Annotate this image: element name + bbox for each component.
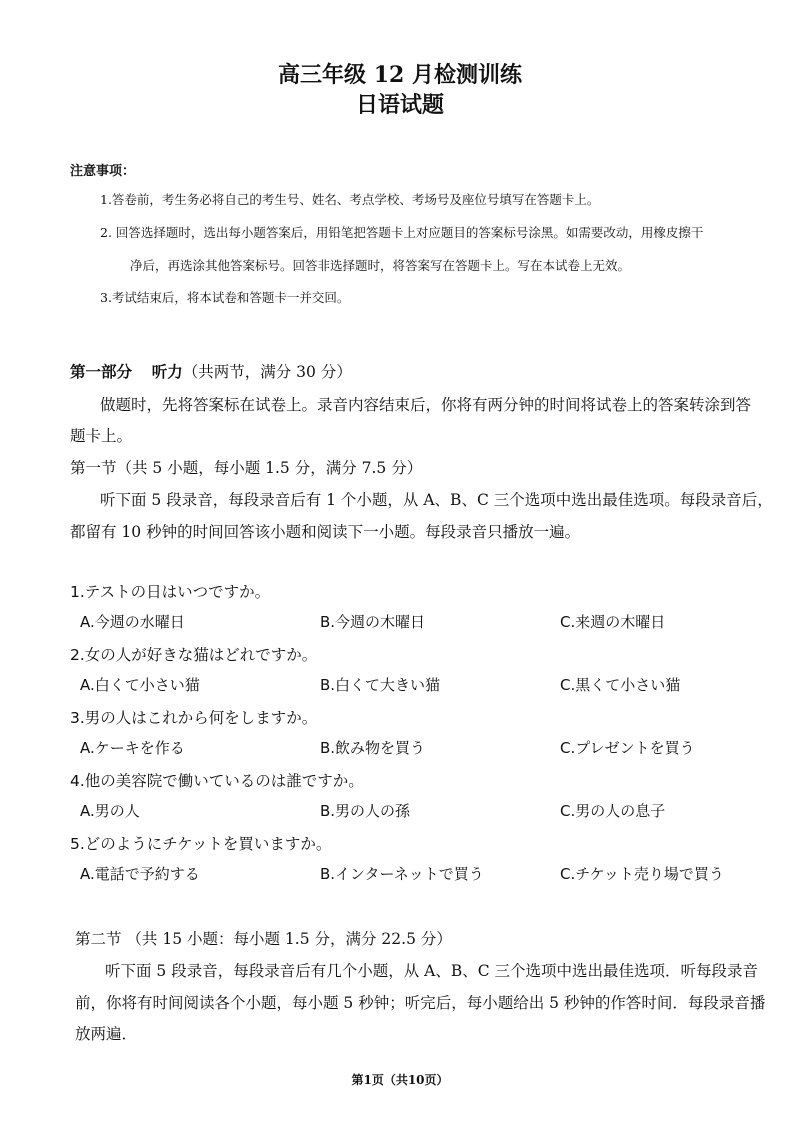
question-2: 2.女の人が好きな猫はどれですか。 <box>70 646 318 664</box>
notice-item-3: 3.考试结束后，将本试卷和答题卡一并交回。 <box>100 290 350 305</box>
question-1: 1.テストの日はいつですか。 <box>70 583 271 601</box>
section1-intro-line2: 都留有 10 秒钟的时间回答该小题和阅读下一小题。每段录音只播放一遍。 <box>70 523 581 541</box>
q3-option-b: B.飲み物を買う <box>320 739 426 757</box>
part1-intro-line1: 做题时，先将答案标在试卷上。录音内容结束后，你将有两分钟的时间将试卷上的答案转涂到答 <box>100 396 752 414</box>
q3-option-c: C.プレゼントを買う <box>560 739 695 757</box>
notice-heading: 注意事项： <box>70 164 136 179</box>
question-5: 5.どのようにチケットを買いますか。 <box>70 835 332 853</box>
q5-option-a: A.電話で予約する <box>80 865 200 883</box>
notice-item-1: 1.答卷前，考生务必将自己的考生号、姓名、考点学校、考场号及座位号填写在答题卡上。 <box>100 192 600 207</box>
section2-intro-line3: 放两遍． <box>75 1025 138 1043</box>
part1-detail: （共两节，满分 30 分） <box>182 363 352 381</box>
q4-option-a: A.男の人 <box>80 802 140 820</box>
q5-option-c: C.チケット売り場で買う <box>560 865 724 883</box>
page-footer: 第1页（共10页） <box>351 1073 449 1087</box>
part1-name: 听力 <box>151 362 183 381</box>
q1-option-a: A.今週の水曜日 <box>80 613 185 631</box>
exam-subject: 日语试题 <box>355 92 444 118</box>
q5-option-b: B.インターネットで買う <box>320 865 484 883</box>
q1-option-b: B.今週の木曜日 <box>320 613 426 631</box>
question-4: 4.他の美容院で働いているのは誰ですか。 <box>70 772 364 790</box>
section1-heading: 第一节（共 5 小题，每小题 1.5 分，满分 7.5 分） <box>70 459 423 477</box>
section2-intro-line2: 前，你将有时间阅读各个小题，每小题 5 秒钟；听完后，每小题给出 5 秒钟的作答时间．每段录音播 <box>75 994 766 1012</box>
q2-option-a: A.白くて小さい猫 <box>80 676 200 694</box>
part1-label: 第一部分 <box>70 362 133 381</box>
q3-option-a: A.ケーキを作る <box>80 739 185 757</box>
question-3: 3.男の人はこれから何をしますか。 <box>70 709 318 727</box>
q4-option-b: B.男の人の孫 <box>320 802 411 820</box>
q2-option-b: B.白くて大きい猫 <box>320 676 441 694</box>
q1-option-c: C.来週の木曜日 <box>560 613 666 631</box>
q4-option-c: C.男の人の息子 <box>560 802 666 820</box>
q2-option-c: C.黒くて小さい猫 <box>560 676 681 694</box>
section1-intro-line1: 听下面 5 段录音，每段录音后有 1 个小题，从 A、B、C 三个选项中选出最佳选项。每段录音后， <box>100 491 773 509</box>
section2-heading: 第二节 （共 15 小题：每小题 1.5 分，满分 22.5 分） <box>75 930 452 948</box>
exam-title: 高三年级 12 月检测训练 <box>278 62 522 88</box>
notice-item-2: 2. 回答选择题时，选出每小题答案后，用铅笔把答题卡上对应题目的答案标号涂黑。如需要改动，用橡皮擦干 <box>100 225 704 240</box>
part1-heading <box>70 360 352 382</box>
part1-intro-line2: 题卡上。 <box>70 427 133 445</box>
section2-intro-line1: 听下面 5 段录音，每段录音后有几个小题，从 A、B、C 三个选项中选出最佳选项．听每段录音 <box>105 962 759 980</box>
notice-item-2-cont: 净后，再选涂其他答案标号。回答非选择题时，将答案写在答题卡上。写在本试卷上无效。 <box>130 258 631 273</box>
